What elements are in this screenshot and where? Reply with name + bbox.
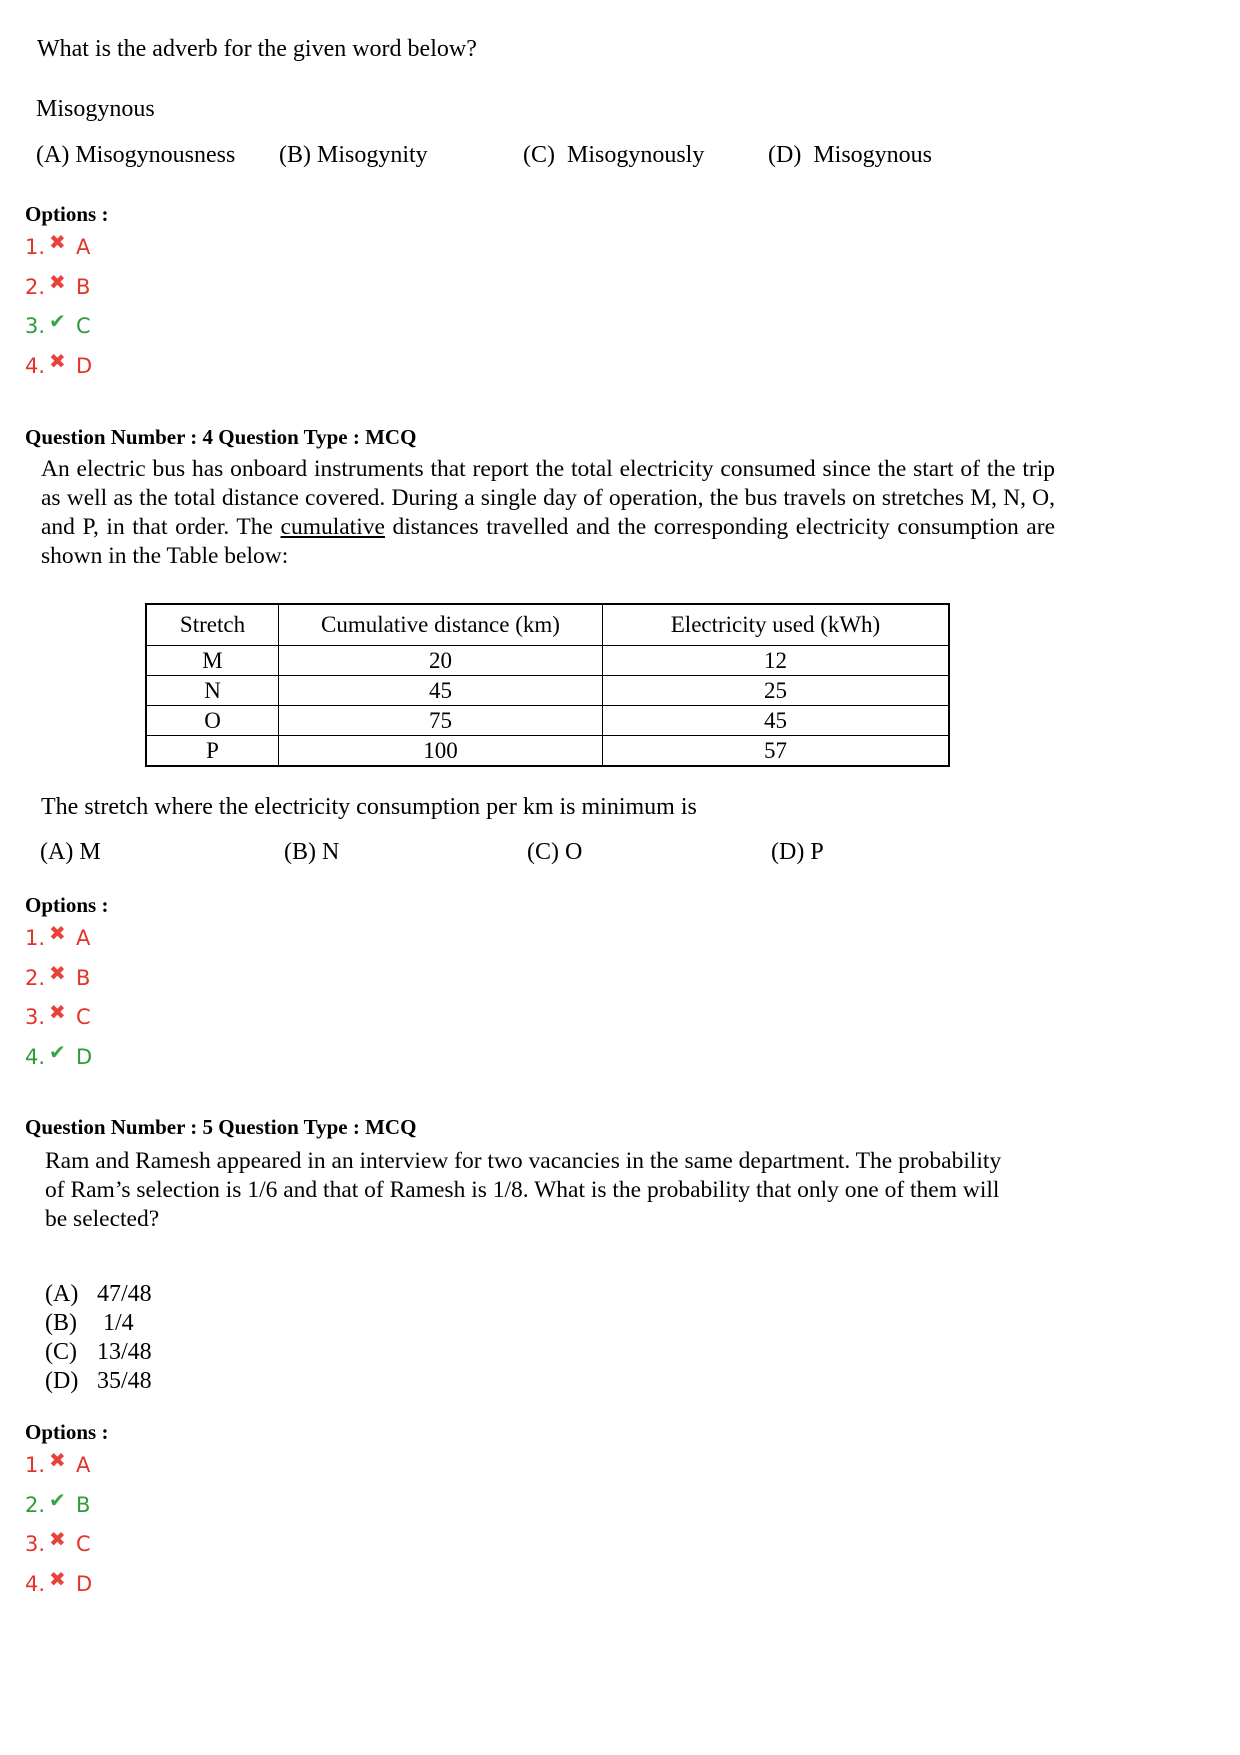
option-letter: A: [76, 926, 91, 950]
option-number: 3.: [25, 1005, 46, 1029]
q5-paragraph: Ram and Ramesh appeared in an interview for two vacancies in the same department. The probability of Ram’s selection is 1/6 and that of Ramesh is 1/8. What is the probability that only one of them will be selected?: [45, 1148, 1002, 1232]
option-letter: D: [76, 353, 93, 378]
check-icon: ✔: [49, 1487, 66, 1512]
table-row: [146, 706, 949, 736]
cross-icon: ✖: [49, 1566, 66, 1591]
cross-icon: ✖: [49, 921, 66, 945]
option-item: [25, 923, 90, 953]
option-item: [25, 1566, 93, 1599]
option-number: 4.: [25, 1571, 46, 1596]
option-item: [25, 1487, 91, 1520]
cross-icon: ✖: [49, 1448, 66, 1472]
option-item: [25, 311, 91, 341]
option-number: 4.: [25, 353, 46, 378]
q5-choice-b: (B) 1/4: [45, 1310, 134, 1336]
option-item: [25, 960, 91, 993]
table-cell: 45: [279, 676, 603, 706]
table-header: Cumulative distance (km): [279, 604, 603, 646]
q5-choice-list: [45, 1280, 152, 1396]
q5-header: Question Number : 5 Question Type : MCQ: [25, 1115, 417, 1139]
option-number: 3.: [25, 1532, 46, 1556]
q3-word: Misogynous: [36, 96, 155, 122]
q4-choice-a: (A) M: [40, 839, 101, 865]
q4-choice-b: (B) N: [284, 839, 340, 865]
option-item: [25, 1450, 90, 1480]
option-letter: B: [76, 274, 91, 299]
option-letter: C: [76, 1005, 91, 1029]
q5-choice-d: (D) 35/48: [45, 1368, 152, 1394]
table-cell: N: [146, 676, 279, 706]
table-cell: 25: [603, 676, 950, 706]
option-letter: B: [76, 1492, 91, 1517]
option-number: 2.: [25, 965, 46, 990]
cross-icon: ✖: [49, 348, 66, 373]
q3-choice-b: (B) Misogynity: [279, 142, 428, 168]
table-header: Stretch: [146, 604, 279, 646]
option-item: [25, 1529, 91, 1559]
q4-stem: The stretch where the electricity consumption per km is minimum is: [41, 794, 697, 820]
q3-choice-d: (D) Misogynous: [768, 142, 933, 168]
q4-options-label: Options :: [25, 893, 109, 917]
cross-icon: ✖: [49, 1000, 66, 1024]
check-icon: ✔: [49, 1039, 66, 1064]
option-number: 1.: [25, 235, 46, 259]
table-row: [146, 646, 949, 676]
option-letter: D: [76, 1044, 93, 1069]
table-cell: 12: [603, 646, 950, 676]
check-icon: ✔: [49, 309, 66, 333]
q5-choice-c: (C) 13/48: [45, 1339, 152, 1365]
q3-options-label: Options :: [25, 202, 109, 226]
cross-icon: ✖: [49, 1527, 66, 1551]
cross-icon: ✖: [49, 269, 66, 294]
table-cell: M: [146, 646, 279, 676]
cross-icon: ✖: [49, 960, 66, 985]
option-item: [25, 1039, 93, 1072]
q4-paragraph: An electric bus has onboard instruments that report the total electricity consumed since the start of the trip as well as the total distance covered. During a single day of operation, the bus travels on stretches M, N, O, and P, in that order. The cumulative distances travelled and the corresponding electricity consumption are shown in the Table below:: [41, 456, 1055, 569]
table-cell: 45: [603, 706, 950, 736]
option-number: 2.: [25, 1492, 46, 1517]
option-number: 4.: [25, 1044, 46, 1069]
option-number: 1.: [25, 1453, 46, 1477]
table-cell: 57: [603, 736, 950, 767]
option-letter: B: [76, 965, 91, 990]
table-cell: P: [146, 736, 279, 767]
option-item: [25, 269, 91, 302]
q3-prompt: What is the adverb for the given word below?: [37, 36, 477, 62]
option-letter: D: [76, 1571, 93, 1596]
option-item: [25, 348, 93, 381]
option-number: 3.: [25, 314, 46, 338]
underlined-word: cumulative: [280, 514, 385, 540]
q5-choice-a: (A) 47/48: [45, 1281, 152, 1307]
q4-header: Question Number : 4 Question Type : MCQ: [25, 425, 417, 449]
table-cell: 100: [279, 736, 603, 767]
option-letter: A: [76, 235, 91, 259]
q5-options-label: Options :: [25, 1420, 109, 1444]
q4-choice-d: (D) P: [771, 839, 824, 865]
option-letter: C: [76, 1532, 91, 1556]
data-table: [145, 603, 950, 767]
table-cell: O: [146, 706, 279, 736]
q4-choice-c: (C) O: [527, 839, 583, 865]
option-number: 2.: [25, 274, 46, 299]
option-letter: C: [76, 314, 91, 338]
option-item: [25, 1002, 91, 1032]
table-row: [146, 736, 949, 767]
table-row: [146, 676, 949, 706]
table-cell: 20: [279, 646, 603, 676]
cross-icon: ✖: [49, 230, 66, 254]
table-header: Electricity used (kWh): [603, 604, 950, 646]
option-item: [25, 232, 90, 262]
option-letter: A: [76, 1453, 91, 1477]
q3-choice-c: (C) Misogynously: [523, 142, 705, 168]
q3-choice-a: (A) Misogynousness: [36, 142, 236, 168]
option-number: 1.: [25, 926, 46, 950]
table-cell: 75: [279, 706, 603, 736]
